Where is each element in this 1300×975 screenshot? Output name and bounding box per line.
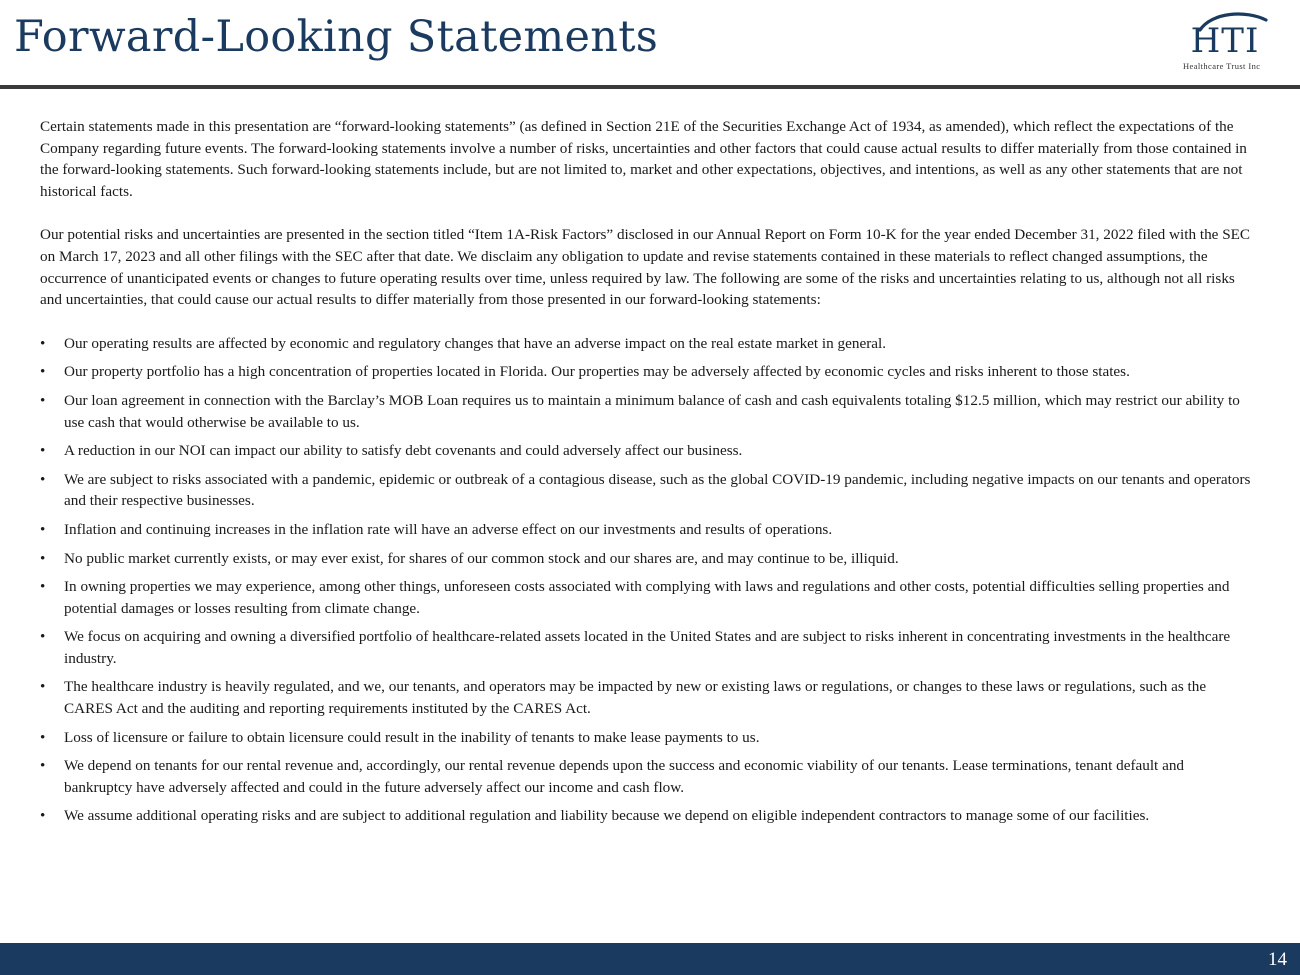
page-number: 14 (1268, 949, 1287, 970)
list-item (40, 519, 1255, 541)
bullet-icon: • (40, 578, 46, 596)
page-title: Forward-Looking Statements (14, 12, 659, 62)
list-item-text: Our loan agreement in connection with the Barclay’s MOB Loan requires us to maintain a minimum balance of cash and cash equivalents totaling $12.5 million, which may restrict our ability to use cash that would otherwise be available to us. (64, 391, 1240, 431)
logo-subtitle: Healthcare Trust Inc (1183, 61, 1261, 71)
bullet-icon: • (40, 334, 46, 352)
bullet-icon: • (40, 807, 46, 825)
list-item (40, 676, 1255, 719)
list-item-text: We assume additional operating risks and are subject to additional regulation and liability because we depend on eligible independent contractors to manage some of our facilities. (64, 807, 1150, 825)
list-item-text: We are subject to risks associated with a pandemic, epidemic or outbreak of a contagious disease, such as the global COVID-19 pandemic, including negative impacts on our tenants and operators and their respective businesses. (64, 470, 1251, 510)
logo-letters: HTI (1190, 21, 1260, 61)
list-item-text: We focus on acquiring and owning a diversified portfolio of healthcare-related assets located in the United States and are subject to risks inherent in concentrating investments in the healthcare industry. (64, 628, 1231, 667)
list-item (40, 333, 1255, 355)
company-logo (1180, 10, 1284, 76)
list-item (40, 755, 1255, 798)
bullet-icon: • (40, 678, 46, 696)
bullet-icon: • (40, 470, 46, 488)
list-item-text: A reduction in our NOI can impact our ability to satisfy debt covenants and could adversely affect our business. (64, 442, 743, 460)
list-item-text: We depend on tenants for our rental revenue and, accordingly, our rental revenue depends upon the success and economic viability of our tenants. Lease terminations, tenant default and bankruptcy have adversely affected and could in the future adversely affect our income and cash flow. (64, 757, 1185, 796)
header-divider (0, 85, 1300, 89)
list-item-text: In owning properties we may experience, among other things, unforeseen costs associated with complying with laws and regulations and other costs, potential difficulties selling properties and potential damages or losses resulting from climate change. (64, 578, 1230, 617)
list-item-text: Our operating results are affected by economic and regulatory changes that have an adverse impact on the real estate market in general. (64, 334, 887, 352)
list-item (40, 727, 1255, 749)
list-item (40, 548, 1255, 570)
bullet-icon: • (40, 442, 46, 460)
risks-paragraph: Our potential risks and uncertainties are presented in the section titled “Item 1A-Risk Factors” disclosed in our Annual Report on Form 10-K for the year ended December 31, 2022 filed with the SEC on March 17, 2023 and all other filings with the SEC after that date. We disclaim any obligation to update and revise statements contained in these materials to reflect changed assumptions, the occurrence of unanticipated events or changes to future operating results over time, unless required by law. The following are some of the risks and uncertainties relating to us, although not all risks and uncertainties, that could cause our actual results to differ materially from those presented in our forward-looking statements: (40, 226, 1251, 309)
bullet-icon: • (40, 363, 46, 381)
risk-factor-list (40, 333, 1255, 827)
intro-paragraph: Certain statements made in this presentation are “forward-looking statements” (as defined in Section 21E of the Securities Exchange Act of 1934, as amended), which reflect the expectations of the Company regarding future events. The forward-looking statements involve a number of risks, uncertainties and other factors that could cause actual results to differ materially from those contained in the forward-looking statements. Such forward-looking statements include, but are not limited to, market and other expectations, objectives, and intentions, as well as any other statements that are not historical facts. (40, 118, 1247, 200)
footer-bar (0, 943, 1300, 975)
list-item (40, 626, 1255, 669)
list-item-text: No public market currently exists, or may ever exist, for shares of our common stock and our shares are, and may continue to be, illiquid. (64, 549, 899, 567)
bullet-icon: • (40, 391, 46, 409)
statement-body (40, 116, 1255, 834)
list-item-text: Our property portfolio has a high concentration of properties located in Florida. Our properties may be adversely affected by economic cycles and risks inherent to those states. (64, 363, 1130, 381)
list-item (40, 361, 1255, 383)
list-item (40, 805, 1255, 827)
list-item (40, 469, 1255, 512)
bullet-icon: • (40, 520, 46, 538)
bullet-icon: • (40, 757, 46, 775)
list-item (40, 576, 1255, 619)
list-item-text: The healthcare industry is heavily regulated, and we, our tenants, and operators may be impacted by new or existing laws or regulations, or changes to these laws or regulations, such as the CARES Act and the auditing and reporting requirements instituted by the CARES Act. (64, 678, 1207, 718)
bullet-icon: • (40, 549, 46, 567)
bullet-icon: • (40, 728, 46, 746)
list-item (40, 440, 1255, 462)
list-item-text: Loss of licensure or failure to obtain licensure could result in the inability of tenants to make lease payments to us. (64, 728, 760, 746)
list-item-text: Inflation and continuing increases in the inflation rate will have an adverse effect on our investments and results of operations. (64, 520, 833, 538)
bullet-icon: • (40, 628, 46, 646)
list-item (40, 390, 1255, 433)
